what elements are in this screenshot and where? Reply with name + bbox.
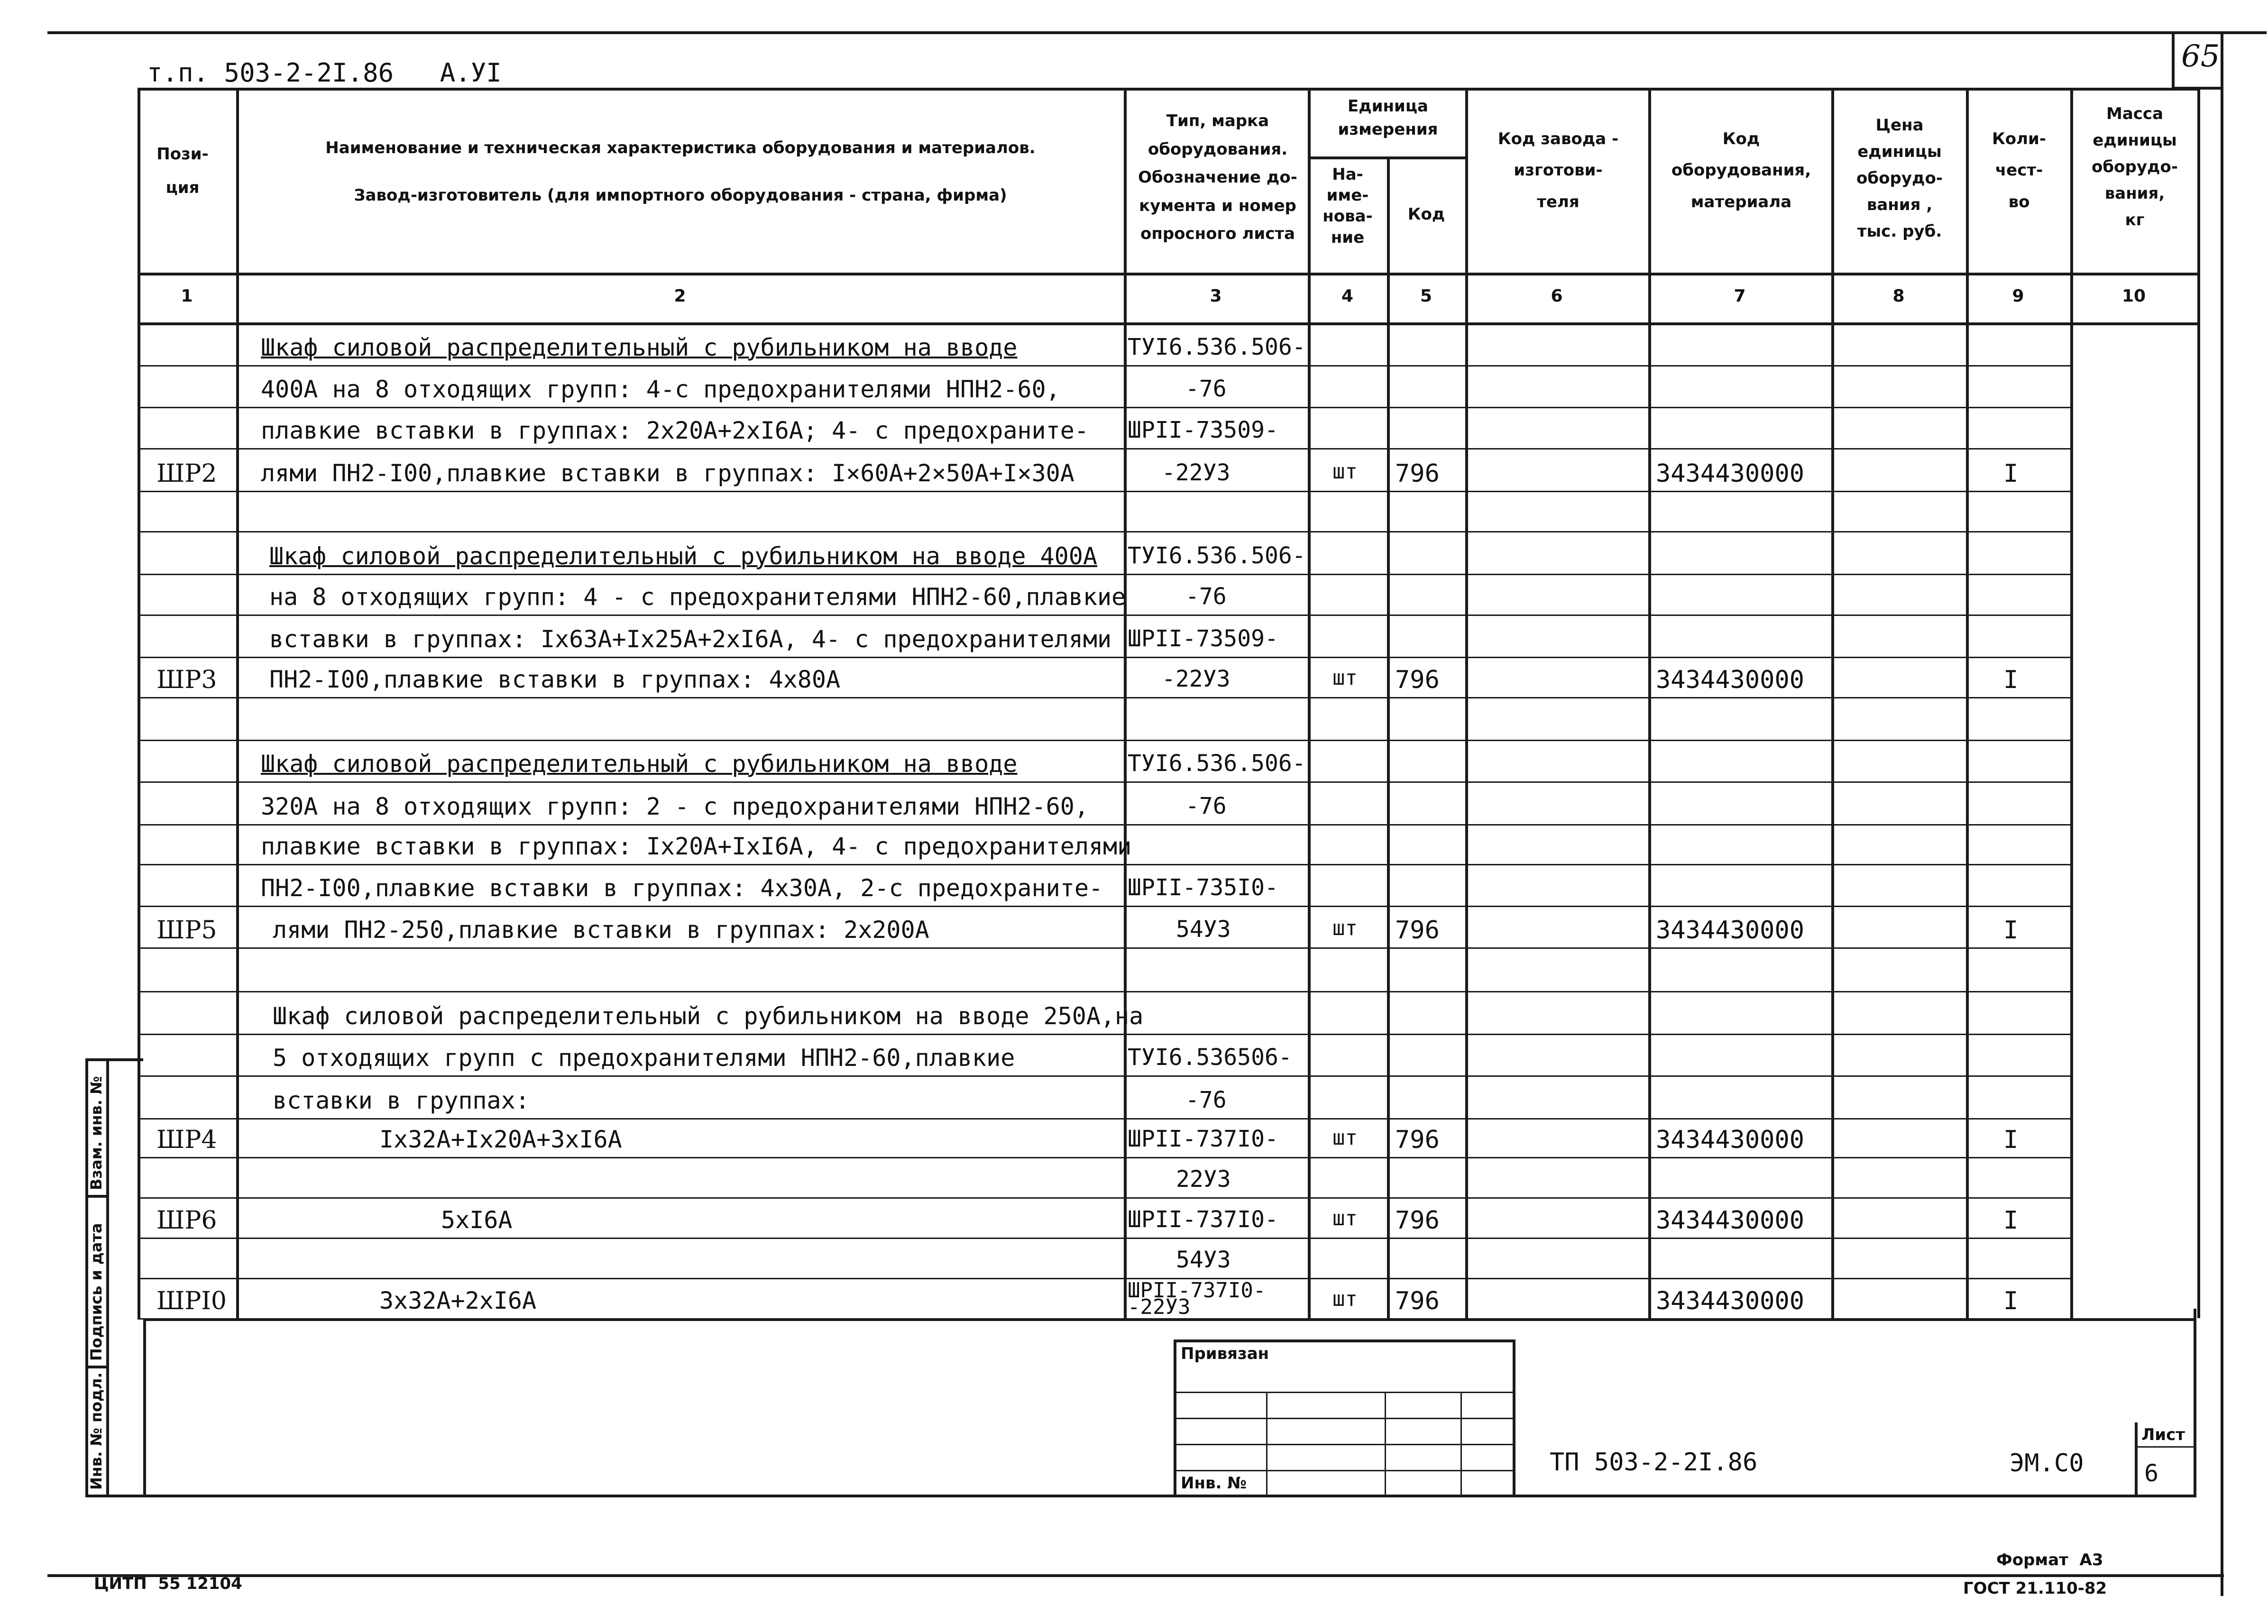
right-border-line <box>2221 31 2223 1596</box>
row-divider-line <box>138 1034 2070 1035</box>
unit-code-cell: 796 <box>1395 916 1440 945</box>
name-cell: лями ПН2-250,плавкие вставки в группах: 2х200А <box>273 916 929 944</box>
quantity-cell: I <box>2003 916 2019 945</box>
position-cell: ШРI0 <box>156 1287 227 1315</box>
type-cell: ТУI6.536.506- <box>1128 334 1306 360</box>
column-number: 6 <box>1551 286 1563 306</box>
unit-name-cell: шт <box>1332 1287 1358 1311</box>
name-cell: Шкаф силовой распределительный с рубильником на вводе <box>261 334 1018 361</box>
side-stamp-sep1 <box>85 1195 109 1198</box>
row-divider-line <box>138 531 2070 532</box>
col-header-unit-name: На- име- нова- ние <box>1322 165 1373 247</box>
row-divider-line <box>138 615 2070 616</box>
unit-name-cell: шт <box>1332 1206 1358 1230</box>
column-number: 5 <box>1420 286 1432 306</box>
unit-name-cell: шт <box>1332 1126 1358 1150</box>
unit-name-cell: шт <box>1332 916 1358 940</box>
type-cell: ТУI6.536506- <box>1128 1044 1292 1071</box>
side-stamp-inv: Инв. № подл. <box>87 1372 105 1490</box>
name-cell: плавкие вставки в группах: Iх20А+IхI6А, 4- с предохранителями <box>261 833 1132 860</box>
equipment-code-cell: 3434430000 <box>1656 916 1805 945</box>
unit-name-cell: шт <box>1332 666 1358 690</box>
name-cell: на 8 отходящих групп: 4 - с предохранителями НПН2-60,плавкие <box>269 583 1126 611</box>
column-line <box>2197 88 2200 1318</box>
type-cell: 54У3 <box>1176 1247 1231 1273</box>
row-divider-line <box>138 697 2070 698</box>
type-cell: ШРII-735I0- <box>1128 874 1278 901</box>
privyazan-label: Привязан <box>1181 1344 1269 1363</box>
side-stamp-sep2 <box>85 1366 109 1368</box>
unit-group-divider <box>1308 156 1465 159</box>
column-number: 4 <box>1341 286 1354 306</box>
column-number: 8 <box>1892 286 1905 306</box>
sheet-label: Лист <box>2141 1425 2185 1444</box>
type-cell: ШРII-737I0- <box>1128 1126 1278 1152</box>
unit-code-cell: 796 <box>1395 459 1440 488</box>
column-line <box>1308 88 1311 1318</box>
top-border-line <box>47 31 2267 34</box>
equipment-code-cell: 3434430000 <box>1656 1206 1805 1235</box>
row-divider-line <box>138 365 2070 367</box>
footer-gost: ГОСТ 21.110-82 <box>1963 1579 2107 1598</box>
row-divider-line <box>138 448 2070 450</box>
equipment-code-cell: 3434430000 <box>1656 666 1805 694</box>
position-cell: ШР3 <box>156 666 217 694</box>
unit-code-cell: 796 <box>1395 1206 1440 1235</box>
name-cell: Шкаф силовой распределительный с рубильником на вводе 400А <box>269 542 1097 570</box>
type-cell: ШРII-73509- <box>1128 625 1278 652</box>
row-divider-line <box>138 1278 2070 1279</box>
privyazan-col3 <box>1460 1392 1462 1496</box>
page-box-left <box>2172 31 2175 88</box>
column-number: 10 <box>2121 286 2146 306</box>
side-stamp-vzam: Взам. инв. № <box>87 1076 105 1190</box>
privyazan-row2 <box>1174 1418 1514 1419</box>
equipment-code-cell: 3434430000 <box>1656 1287 1805 1315</box>
row-divider-line <box>138 1075 2070 1077</box>
doc-reference: т.п. 503-2-2I.86 А.УI <box>147 58 502 88</box>
type-cell: ТУI6.536.506- <box>1128 750 1306 777</box>
row-divider-line <box>138 824 2070 826</box>
name-cell: 320А на 8 отходящих групп: 2 - с предохранителями НПН2-60, <box>261 793 1089 820</box>
column-number: 3 <box>1210 286 1222 306</box>
name-cell: ПН2-I00,плавкие вставки в группах: 4х80А <box>269 666 841 693</box>
type-cell: ШРII-73509- <box>1128 417 1278 443</box>
type-cell: -76 <box>1185 793 1227 819</box>
col-header-position: Пози- ция <box>156 145 209 198</box>
footer-format: Формат А3 <box>1996 1551 2103 1569</box>
unit-code-cell: 796 <box>1395 1126 1440 1154</box>
col-header-name-2: Завод-изготовитель (для импортного оборудования - страна, фирма) <box>354 186 1007 205</box>
column-line <box>1831 88 1834 1318</box>
name-cell: 400А на 8 отходящих групп: 4-с предохранителями НПН2-60, <box>261 376 1060 403</box>
title-block-right <box>2194 1309 2196 1496</box>
quantity-cell: I <box>2003 459 2019 488</box>
type-cell: ШРII-737I0- -22У3 <box>1128 1278 1266 1320</box>
row-divider-line <box>138 1197 2070 1199</box>
row-divider-line <box>138 491 2070 492</box>
type-cell: ТУI6.536.506- <box>1128 542 1306 569</box>
col-header-name-1: Наименование и техническая характеристика оборудования и материалов. <box>325 138 1036 157</box>
column-line <box>2070 88 2073 1318</box>
type-cell: -76 <box>1185 376 1227 402</box>
quantity-cell: I <box>2003 666 2019 694</box>
row-divider-line <box>138 740 2070 741</box>
inv-no-label: Инв. № <box>1181 1474 1247 1493</box>
name-cell: 5 отходящих групп с предохранителями НПН2-60,плавкие <box>273 1044 1015 1072</box>
header-bottom-line <box>138 273 2197 275</box>
name-cell: лями ПН2-I00,плавкие вставки в группах: I×60А+2×50А+I×30А <box>261 459 1074 487</box>
side-stamp-podpis: Подпись и дата <box>87 1223 105 1361</box>
quantity-cell: I <box>2003 1287 2019 1315</box>
col-header-mass: Масса единицы оборудо- вания, кг <box>2092 104 2178 230</box>
type-cell: -76 <box>1185 1087 1227 1113</box>
page-number: 65 <box>2181 39 2220 74</box>
type-cell: -22У3 <box>1162 666 1230 692</box>
name-cell: Iх32А+Iх20А+3хI6А <box>379 1126 622 1153</box>
equipment-code-cell: 3434430000 <box>1656 1126 1805 1154</box>
column-number: 1 <box>181 286 193 306</box>
col-header-qty: Коли- чест- во <box>1992 129 2046 211</box>
row-divider-line <box>138 991 2070 992</box>
privyazan-row1 <box>1174 1392 1514 1393</box>
side-stamp-mid <box>106 1058 109 1495</box>
title-block-top <box>143 1318 2196 1321</box>
type-cell: ШРII-737I0- <box>1128 1206 1278 1233</box>
row-divider-line <box>138 781 2070 783</box>
type-cell: -76 <box>1185 583 1227 610</box>
column-line <box>1387 156 1390 1318</box>
col-header-equip-code: Код оборудования, материала <box>1671 129 1811 211</box>
column-line <box>1966 88 1969 1318</box>
row-divider-line <box>138 657 2070 658</box>
section-code: ЭМ.С0 <box>2010 1449 2084 1477</box>
unit-code-cell: 796 <box>1395 666 1440 694</box>
footer-left: ЦИТП 55 12104 <box>94 1574 242 1593</box>
column-line <box>1124 88 1127 1318</box>
privyazan-col2 <box>1385 1392 1386 1496</box>
position-cell: ШР6 <box>156 1206 217 1235</box>
row-divider-line <box>138 947 2070 949</box>
name-cell: 3х32А+2хI6А <box>379 1287 537 1314</box>
column-number: 2 <box>674 286 686 306</box>
col-header-factory-code: Код завода - изготови- теля <box>1497 129 1619 211</box>
unit-code-cell: 796 <box>1395 1287 1440 1315</box>
title-block-bottom <box>143 1495 2196 1497</box>
column-line <box>138 88 140 1318</box>
side-stamp-top <box>85 1058 143 1061</box>
table-top-line <box>138 88 2197 91</box>
type-cell: -22У3 <box>1162 459 1230 486</box>
name-cell: плавкие вставки в группах: 2х20А+2хI6А; 4- с предохраните- <box>261 417 1089 444</box>
row-divider-line <box>138 864 2070 865</box>
column-number: 9 <box>2012 286 2024 306</box>
name-cell: вставки в группах: Iх63А+Iх25А+2хI6А, 4- с предохранителями <box>269 625 1112 653</box>
sheet-number: 6 <box>2144 1459 2159 1487</box>
side-stamp-bottom <box>85 1495 147 1497</box>
unit-name-cell: шт <box>1332 459 1358 484</box>
name-cell: Шкаф силовой распределительный с рубильником на вводе 250А,на <box>273 1002 1144 1030</box>
col-header-price: Цена единицы оборудо- вания , тыс. руб. <box>1856 116 1943 241</box>
column-number: 7 <box>1734 286 1746 306</box>
privyazan-row3 <box>1174 1444 1514 1445</box>
sheet-box-left <box>2135 1422 2138 1496</box>
name-cell: Шкаф силовой распределительный с рубильником на вводе <box>261 750 1018 778</box>
row-divider-line <box>138 1238 2070 1239</box>
name-cell: вставки в группах: <box>273 1087 530 1114</box>
quantity-cell: I <box>2003 1126 2019 1154</box>
column-line <box>1648 88 1651 1318</box>
row-divider-line <box>138 574 2070 575</box>
row-divider-line <box>138 906 2070 907</box>
sheet-box-mid <box>2135 1446 2195 1448</box>
equipment-code-cell: 3434430000 <box>1656 459 1805 488</box>
position-cell: ШР5 <box>156 916 217 945</box>
position-cell: ШР4 <box>156 1126 217 1154</box>
column-line <box>236 88 239 1318</box>
position-cell: ШР2 <box>156 459 217 488</box>
row-divider-line <box>138 1157 2070 1158</box>
type-cell: 22У3 <box>1176 1166 1231 1193</box>
column-line <box>1465 88 1468 1318</box>
row-divider-line <box>138 1118 2070 1119</box>
doc-code: ТП 503-2-2I.86 <box>1550 1448 1758 1477</box>
bottom-border-line <box>47 1574 2224 1577</box>
name-cell: ПН2-I00,плавкие вставки в группах: 4х30А, 2-с предохраните- <box>261 874 1103 902</box>
privyazan-col1 <box>1266 1392 1267 1496</box>
col-header-type: Тип, марка оборудования. Обозначение до- кумента и номер опросного листа <box>1138 111 1297 243</box>
col-header-unit-code: Код <box>1407 205 1445 224</box>
privyazan-top <box>1174 1340 1514 1342</box>
title-left-line <box>143 1318 146 1496</box>
name-cell: 5хI6А <box>441 1206 513 1234</box>
col-header-unit-group: Единица измерения <box>1338 97 1438 139</box>
number-row-bottom-line <box>138 322 2197 325</box>
row-divider-line <box>138 407 2070 408</box>
privyazan-row4 <box>1174 1470 1514 1471</box>
type-cell: 54У3 <box>1176 916 1231 943</box>
quantity-cell: I <box>2003 1206 2019 1235</box>
